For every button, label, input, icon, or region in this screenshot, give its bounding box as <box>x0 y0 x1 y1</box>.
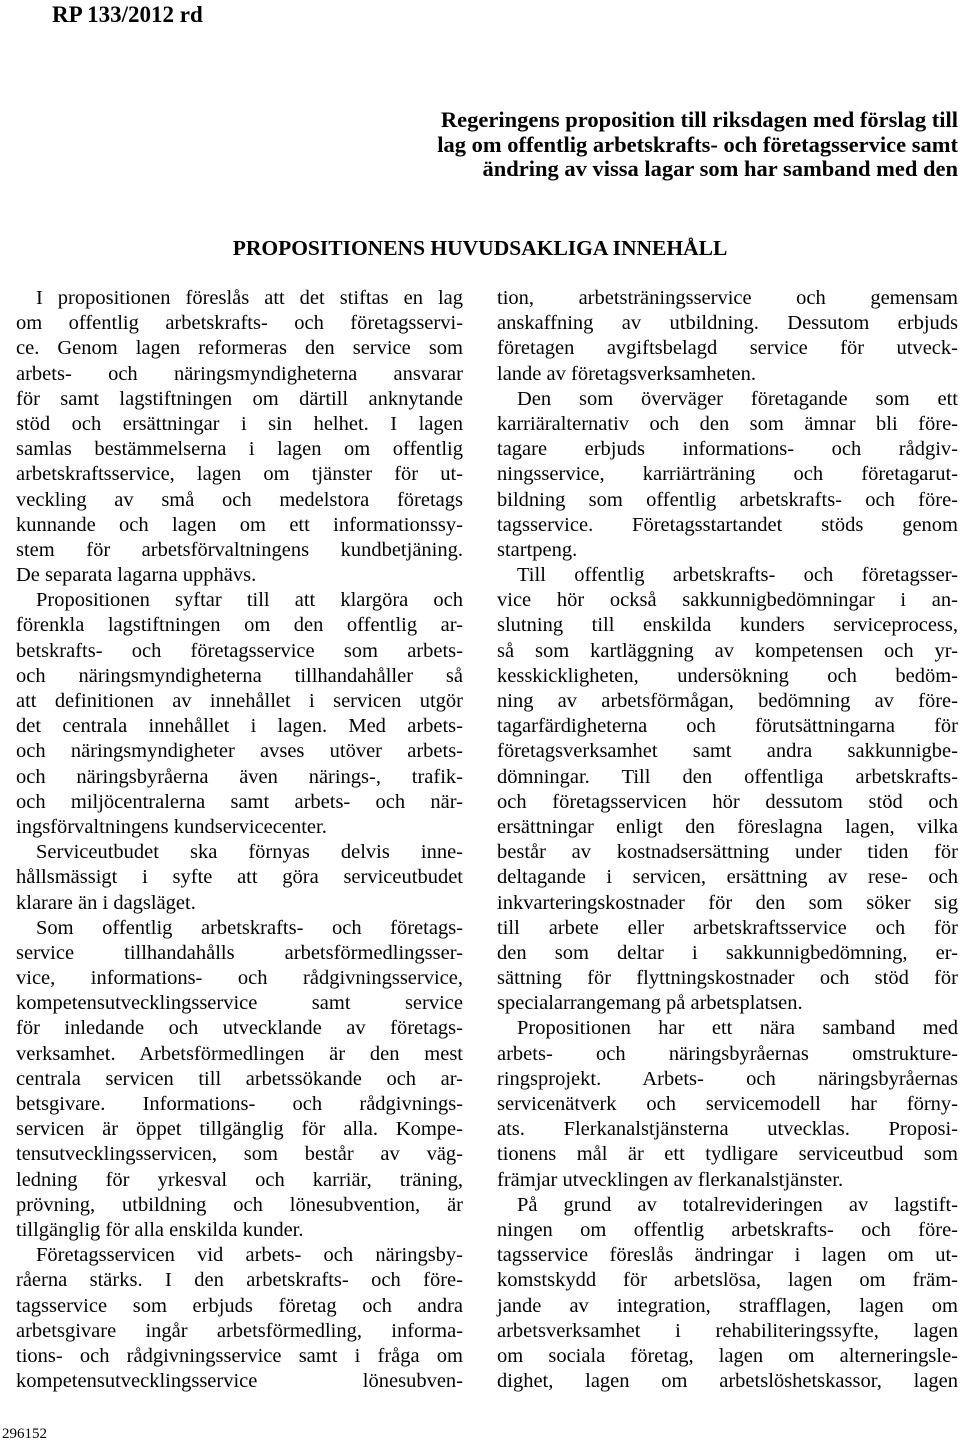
text-line: specialarrangemang på arbetsplatsen. <box>497 992 803 1015</box>
text-line: betsgivare. Informations- och rådgivnings- <box>16 1093 463 1115</box>
text-line: komstskydd för arbetslösa, lagen om främ- <box>497 1269 958 1292</box>
footer-document-code: 296152 <box>2 1426 47 1442</box>
text-line: ats. Flerkanalstjänsterna utvecklas. Proposi- <box>497 1118 958 1141</box>
section-heading: PROPOSITIONENS HUVUDSAKLIGA INNEHÅLL <box>232 236 728 260</box>
text-line: och näringsmyndigheterna tillhandahåller så <box>16 664 463 687</box>
left-text-column <box>16 286 463 1394</box>
text-line: det centrala innehållet i lagen. Med arbets- <box>16 715 463 738</box>
text-line: stöd och ersättningar i sin helhet. I lagen <box>16 412 463 435</box>
text-line: startpeng. <box>497 538 578 561</box>
text-line: betskrafts- och företagsservice som arbets- <box>16 639 463 662</box>
text-line: företagen avgiftsbelagd service för utveck- <box>497 337 958 360</box>
text-line: består av kostnadsersättning under tiden för <box>497 841 958 864</box>
text-line: Företagsservicen vid arbets- och näringsby- <box>36 1244 463 1267</box>
text-line: att definitionen av innehållet i servicen utgör <box>16 690 463 712</box>
text-line: förenkla lagstiftningen om den offentlig ar- <box>16 614 463 637</box>
text-line: om sociala företag, lagen om alterneringsle- <box>497 1344 958 1367</box>
text-line: om offentlig arbetskrafts- och företagsservi- <box>16 312 463 335</box>
text-line: och näringsmyndigheter avses utöver arbets- <box>16 740 463 763</box>
text-line: främjar utvecklingen av flerkanalstjänster. <box>497 1168 844 1191</box>
text-line: kesskickligheten, undersökning och bedöm- <box>497 664 958 687</box>
text-line: ce. Genom lagen reformeras den service som <box>16 337 463 360</box>
text-line: den som deltar i sakkunnigbedömning, er- <box>497 941 958 964</box>
text-line: ningsservice, karriärträning och företagarut- <box>497 463 958 486</box>
text-line: vice, informations- och rådgivningsservice, <box>16 967 463 990</box>
text-line: klarare än i dagsläget. <box>16 891 196 914</box>
text-line: så som kartläggning av kompetensen och yr- <box>497 639 958 662</box>
text-line: för inledande och utvecklande av företags- <box>16 1017 463 1040</box>
text-line: deltagande i servicen, ersättning av rese- och <box>497 866 958 889</box>
text-line: råerna stärks. I den arbetskrafts- och före- <box>16 1269 463 1292</box>
text-line: kompetensutvecklingsservice samt service <box>16 992 463 1015</box>
text-line: prövning, utbildning och lönesubvention, är <box>16 1193 463 1216</box>
text-line: vice hör också sakkunnigbedömningar i an- <box>497 589 958 612</box>
text-line: tagsservice föreslås ändringar i lagen om ut- <box>497 1244 958 1267</box>
title-line: Regeringens proposition till riksdagen med förslag till <box>440 107 958 132</box>
text-line: tionens mål är ett tydligare serviceutbud som <box>497 1143 958 1166</box>
text-line: och näringsbyråerna även närings-, trafik- <box>16 765 463 788</box>
text-line: anskaffning av utbildning. Dessutom erbjuds <box>497 312 958 335</box>
text-line: I propositionen föreslås att det stiftas en lag <box>36 287 463 309</box>
text-line: ledning för yrkesval och karriär, träning, <box>16 1168 463 1191</box>
text-line: ningen om offentlig arbetskrafts- och före- <box>497 1218 958 1241</box>
title-line: ändring av vissa lagar som har samband med den <box>482 156 958 181</box>
text-line: De separata lagarna upphävs. <box>16 564 257 587</box>
text-line: jande av integration, strafflagen, lagen om <box>497 1294 958 1317</box>
text-line: ning av arbetsförmågan, bedömning av före- <box>497 690 958 712</box>
text-line: Som offentlig arbetskrafts- och företags- <box>36 916 463 939</box>
text-line: kunnande och lagen om ett informationssy- <box>16 513 463 536</box>
text-line: Den som överväger företagande som ett <box>517 387 958 410</box>
text-line: tensutvecklingsservicen, som består av väg- <box>16 1143 463 1166</box>
proposition-title <box>330 108 958 182</box>
text-line: centrala servicen till arbetssökande och ar- <box>16 1067 463 1090</box>
title-line: lag om offentlig arbetskrafts- och företagsservice samt <box>437 131 958 157</box>
text-line: till arbete eller arbetskraftsservice och för <box>497 916 958 939</box>
text-line: På grund av totalrevideringen av lagstift- <box>517 1193 958 1216</box>
text-line: tagsservice som erbjuds företag och andra <box>16 1294 463 1317</box>
text-line: ringsprojekt. Arbets- och näringsbyråernas <box>497 1067 958 1090</box>
text-line: Propositionen syftar till att klargöra och <box>36 589 463 612</box>
text-line: tillgänglig för alla enskilda kunder. <box>16 1218 304 1241</box>
text-line: dömningar. Till den offentliga arbetskrafts- <box>497 765 958 788</box>
text-line: stem för arbetsförvaltningens kundbetjäning. <box>16 538 463 561</box>
text-line: inkvarteringskostnader för den som söker sig <box>497 891 958 914</box>
text-line: arbetsverksamhet i rehabiliteringssyfte, lagen <box>497 1319 958 1342</box>
text-line: tion, arbetsträningsservice och gemensam <box>497 287 958 309</box>
text-line: verksamhet. Arbetsförmedlingen är den mest <box>16 1042 463 1065</box>
text-line: servicenätverk och servicemodell har förny- <box>497 1093 958 1115</box>
document-number: RP 133/2012 rd <box>52 2 203 27</box>
text-line: ersättningar enligt den föreslagna lagen, vilka <box>497 815 958 838</box>
text-line: tagarfärdigheterna och förutsättningarna för <box>497 715 958 738</box>
text-line: arbets- och näringsbyråernas omstrukture- <box>497 1042 958 1065</box>
text-line: Till offentlig arbetskrafts- och företagsser- <box>517 564 958 587</box>
text-line: företagsverksamhet samt andra sakkunnigbe- <box>497 740 958 763</box>
text-line: tions- och rådgivningsservice samt i fråga om <box>16 1344 463 1367</box>
text-line: Serviceutbudet ska förnyas delvis inne- <box>36 841 463 864</box>
text-line: dighet, lagen om arbetslöshetskassor, lagen <box>497 1370 958 1393</box>
text-line: och företagsservicen hör dessutom stöd och <box>497 790 958 813</box>
text-line: lande av företagsverksamheten. <box>497 362 756 385</box>
right-text-column <box>497 286 958 1394</box>
text-line: Propositionen har ett nära samband med <box>517 1017 958 1040</box>
text-line: servicen är öppet tillgänglig för alla. Kompe- <box>16 1118 463 1141</box>
text-line: hållsmässigt i syfte att göra serviceutbudet <box>16 866 463 889</box>
text-line: karriäralternativ och den som ämnar bli före- <box>497 412 958 435</box>
text-line: veckling av små och medelstora företags <box>16 488 463 511</box>
text-line: arbetsgivare ingår arbetsförmedling, informa- <box>16 1319 463 1342</box>
text-line: sättning för flyttningskostnader och stöd för <box>497 967 958 990</box>
text-line: kompetensutvecklingsservice lönesubven- <box>16 1370 463 1393</box>
text-line: för samt lagstiftningen om därtill anknytande <box>16 387 463 410</box>
text-line: och miljöcentralerna samt arbets- och när- <box>16 790 463 813</box>
text-line: slutning till enskilda kunders serviceprocess, <box>497 614 958 637</box>
text-line: arbets- och näringsmyndigheterna ansvarar <box>16 362 463 385</box>
text-line: tagare erbjuds informations- och rådgiv- <box>497 438 958 461</box>
text-line: arbetskraftsservice, lagen om tjänster för ut- <box>16 463 463 486</box>
text-line: service tillhandahålls arbetsförmedlingsser- <box>16 941 463 964</box>
text-line: tagsservice. Företagsstartandet stöds genom <box>497 513 958 536</box>
text-line: bildning som offentlig arbetskrafts- och före- <box>497 488 958 511</box>
text-line: samlas bestämmelserna i lagen om offentlig <box>16 438 463 461</box>
text-line: ingsförvaltningens kundservicecenter. <box>16 815 327 838</box>
